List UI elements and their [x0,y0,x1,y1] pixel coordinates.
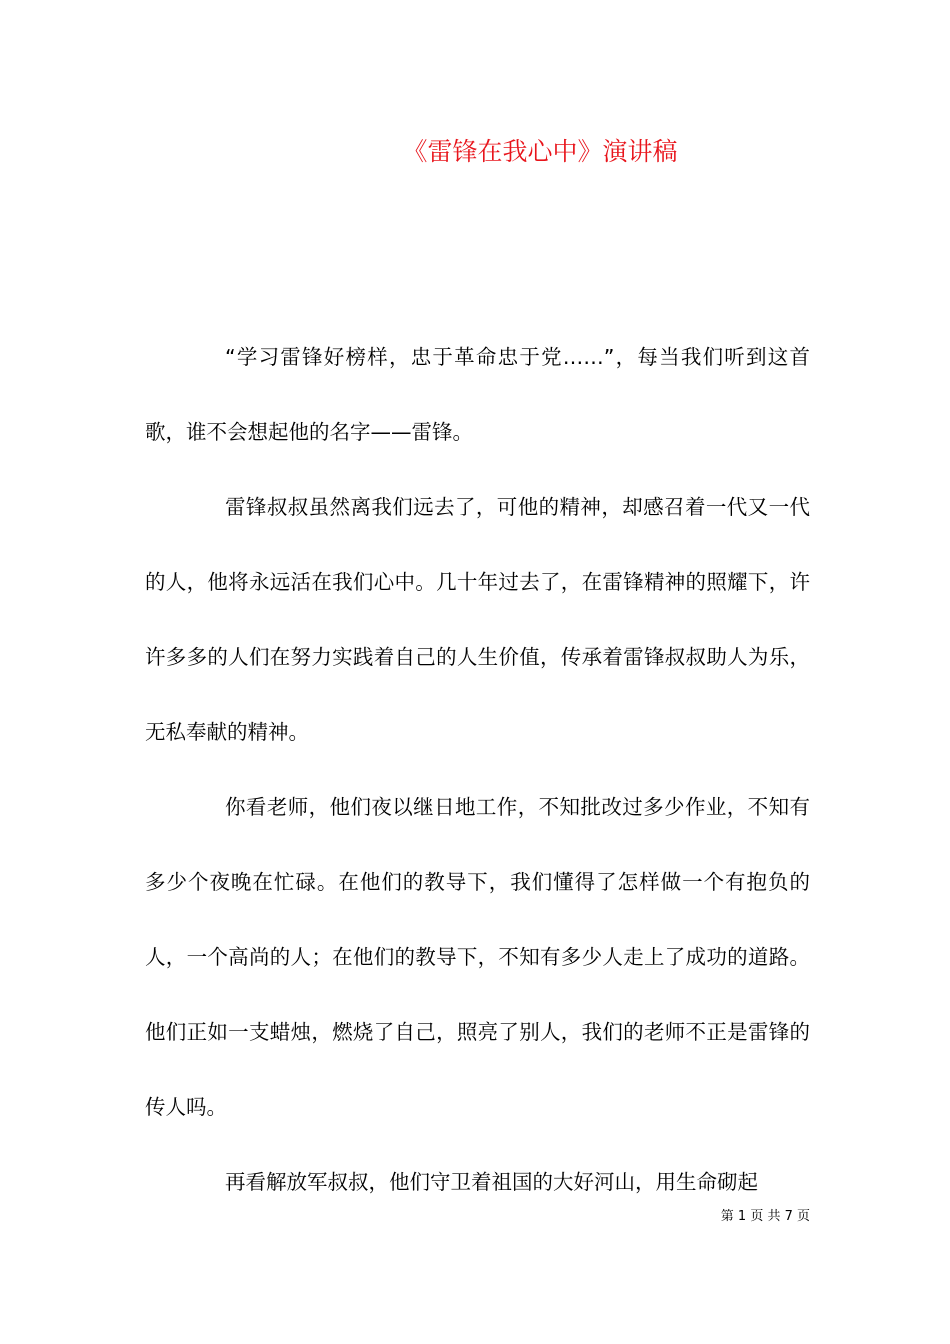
paragraph-3: 你看老师，他们夜以继日地工作，不知批改过多少作业，不知有多少个夜晚在忙碌。在他们的教导下，我们懂得了怎样做一个有抱负的人，一个高尚的人；在他们的教导下，不知有多少人走上了成功的道路。他们正如一支蜡烛，燃烧了自己，照亮了别人，我们的老师不正是雷锋的传人吗。 [145,795,810,1119]
document-title: 《雷锋在我心中》演讲稿 [402,137,678,166]
document-body [145,320,810,1220]
paragraph-2: 雷锋叔叔虽然离我们远去了，可他的精神，却感召着一代又一代的人，他将永远活在我们心中。几十年过去了，在雷锋精神的照耀下，许许多多的人们在努力实践着自己的人生价值，传承着雷锋叔叔助人为乐，无私奉献的精神。 [145,495,810,744]
paragraph-4: 再看解放军叔叔，他们守卫着祖国的大好河山，用生命砌起 [225,1170,758,1194]
paragraph-1: “学习雷锋好榜样，忠于革命忠于党……”，每当我们听到这首歌，谁不会想起他的名字——雷锋。 [145,345,810,444]
page-number-footer: 第 1 页 共 7 页 [720,1209,810,1224]
